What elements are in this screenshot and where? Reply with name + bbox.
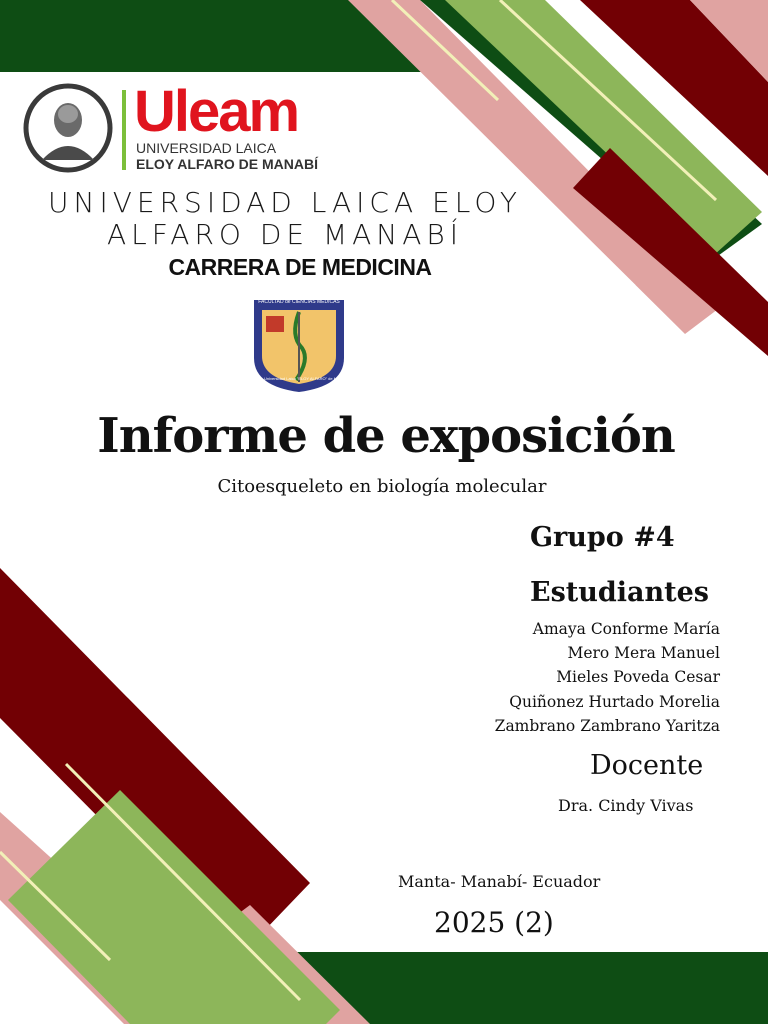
student-name: Zambrano Zambrano Yaritza: [494, 717, 720, 735]
career-title: CARRERA DE MEDICINA: [168, 254, 432, 280]
document-title: Informe de exposición: [97, 408, 675, 464]
student-name: Mero Mera Manuel: [567, 644, 720, 662]
logo-brand-text: Uleam: [134, 79, 299, 144]
document-subtitle: Citoesqueleto en biología molecular: [217, 476, 547, 497]
student-name: Mieles Poveda Cesar: [556, 668, 720, 686]
university-name-line2: ALFARO DE MANABÍ: [107, 218, 463, 251]
teacher-name: Dra. Cindy Vivas: [558, 796, 694, 815]
teacher-heading: Docente: [590, 750, 704, 781]
founder-portrait-icon: [22, 84, 114, 172]
faculty-crest: [250, 296, 348, 394]
bottom-green-band: [290, 952, 768, 1024]
location-text: Manta- Manabí- Ecuador: [398, 872, 601, 891]
year-text: 2025 (2): [434, 906, 554, 939]
logo-subtext-2: ELOY ALFARO DE MANABÍ: [136, 156, 319, 172]
student-name: Amaya Conforme María: [532, 620, 720, 638]
student-name: Quiñonez Hurtado Morelia: [509, 693, 720, 711]
logo-divider: [122, 90, 126, 170]
students-heading: Estudiantes: [530, 577, 709, 608]
crest-top-text: FACULTAD de CIENCIAS MÉDICAS: [258, 299, 340, 305]
uleam-logo: [22, 79, 342, 176]
university-name-line1: UNIVERSIDAD LAICA ELOY: [48, 186, 522, 219]
crest-bottom-text: Universidad Laica "ELOY ALFARO" de Manabí: [264, 376, 348, 381]
logo-subtext-1: UNIVERSIDAD LAICA: [136, 140, 277, 156]
group-label: Grupo #4: [530, 522, 675, 553]
